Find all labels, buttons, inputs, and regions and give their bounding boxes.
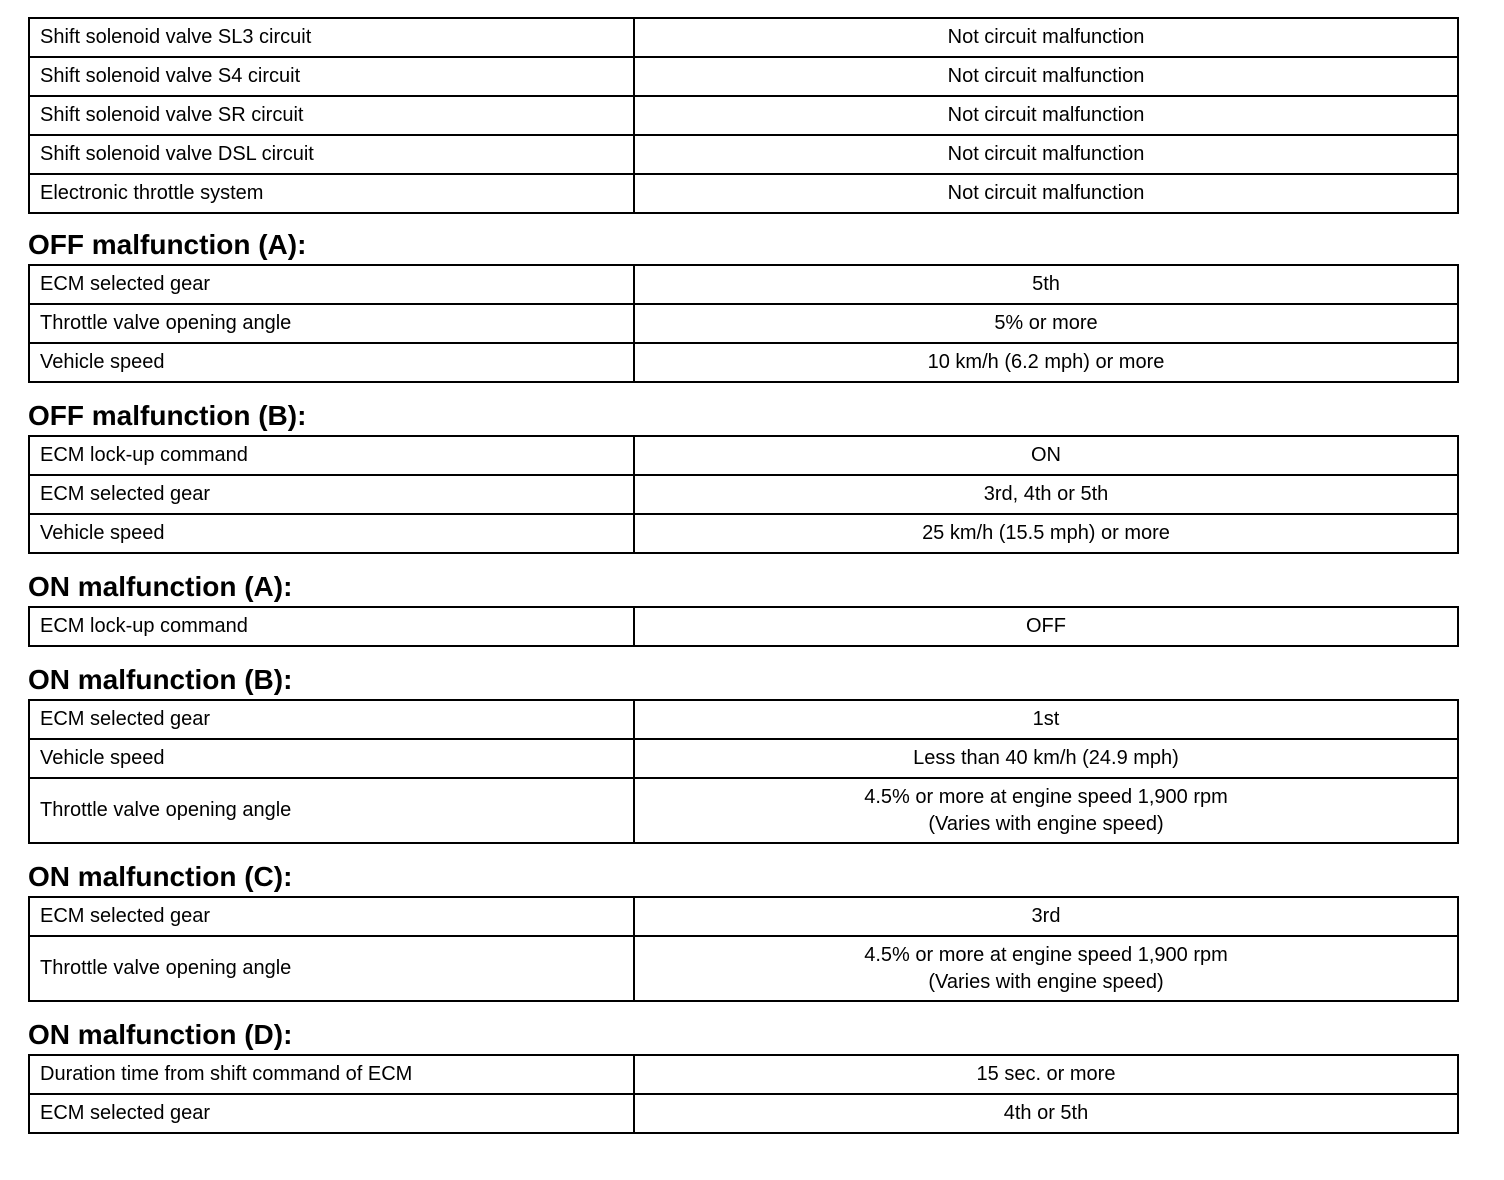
condition-value: OFF [634, 607, 1458, 646]
table-row [29, 304, 1458, 343]
table-row [29, 1055, 1458, 1094]
table-row [29, 936, 1458, 1001]
condition-label: Vehicle speed [29, 739, 634, 778]
condition-value-note: (Varies with engine speed) [928, 812, 1164, 835]
condition-label: Shift solenoid valve S4 circuit [29, 57, 634, 96]
condition-value: ON [634, 436, 1458, 475]
table-row [29, 57, 1458, 96]
condition-label: Throttle valve opening angle [29, 304, 634, 343]
table-row [29, 265, 1458, 304]
condition-label: Electronic throttle system [29, 174, 634, 213]
condition-label: ECM selected gear [29, 1094, 634, 1133]
condition-label: ECM selected gear [29, 265, 634, 304]
table-row [29, 436, 1458, 475]
table-row [29, 607, 1458, 646]
condition-label: Shift solenoid valve SR circuit [29, 96, 634, 135]
table-row [29, 343, 1458, 382]
condition-value: Not circuit malfunction [634, 135, 1458, 174]
condition-value: 4th or 5th [634, 1094, 1458, 1133]
condition-value: 3rd, 4th or 5th [634, 475, 1458, 514]
condition-label: ECM selected gear [29, 475, 634, 514]
condition-value: 5th [634, 265, 1458, 304]
condition-label: ECM selected gear [29, 897, 634, 936]
document-page [28, 17, 1459, 1134]
section-heading-on-b: ON malfunction (B): [28, 664, 293, 695]
off-malfunction-a-table [28, 264, 1459, 383]
section-heading-on-a: ON malfunction (A): [28, 571, 293, 602]
condition-value-note: (Varies with engine speed) [928, 970, 1164, 993]
table-row [29, 739, 1458, 778]
condition-value [634, 936, 1458, 1001]
condition-value: 25 km/h (15.5 mph) or more [634, 514, 1458, 553]
condition-value: 15 sec. or more [634, 1055, 1458, 1094]
on-malfunction-d-table [28, 1054, 1459, 1134]
circuit-status-table [28, 17, 1459, 214]
condition-value: Not circuit malfunction [634, 57, 1458, 96]
condition-value: Not circuit malfunction [634, 96, 1458, 135]
table-row [29, 135, 1458, 174]
table-row [29, 96, 1458, 135]
table-row [29, 18, 1458, 57]
on-malfunction-c-table [28, 896, 1459, 1002]
condition-value-line: 4.5% or more at engine speed 1,900 rpm [864, 785, 1228, 808]
on-malfunction-a-table [28, 606, 1459, 647]
condition-value [634, 778, 1458, 843]
off-malfunction-b-table [28, 435, 1459, 554]
condition-value: 3rd [634, 897, 1458, 936]
condition-label: ECM selected gear [29, 700, 634, 739]
condition-label: Shift solenoid valve SL3 circuit [29, 18, 634, 57]
condition-label: ECM lock-up command [29, 607, 634, 646]
condition-value: 1st [634, 700, 1458, 739]
condition-label: Shift solenoid valve DSL circuit [29, 135, 634, 174]
table-row [29, 1094, 1458, 1133]
condition-label: Vehicle speed [29, 514, 634, 553]
table-row [29, 897, 1458, 936]
on-malfunction-b-table [28, 699, 1459, 844]
condition-value-line: 4.5% or more at engine speed 1,900 rpm [864, 943, 1228, 966]
condition-label: Throttle valve opening angle [29, 936, 634, 1001]
condition-label: Throttle valve opening angle [29, 778, 634, 843]
table-row [29, 174, 1458, 213]
condition-label: ECM lock-up command [29, 436, 634, 475]
condition-value: 5% or more [634, 304, 1458, 343]
table-row [29, 514, 1458, 553]
table-row [29, 475, 1458, 514]
section-heading-on-d: ON malfunction (D): [28, 1019, 293, 1050]
table-row [29, 700, 1458, 739]
section-heading-off-b: OFF malfunction (B): [28, 400, 307, 431]
condition-value: Less than 40 km/h (24.9 mph) [634, 739, 1458, 778]
condition-value: Not circuit malfunction [634, 18, 1458, 57]
condition-label: Vehicle speed [29, 343, 634, 382]
section-heading-on-c: ON malfunction (C): [28, 861, 293, 892]
condition-value: 10 km/h (6.2 mph) or more [634, 343, 1458, 382]
section-heading-off-a: OFF malfunction (A): [28, 229, 307, 260]
condition-label: Duration time from shift command of ECM [29, 1055, 634, 1094]
condition-value: Not circuit malfunction [634, 174, 1458, 213]
table-row [29, 778, 1458, 843]
